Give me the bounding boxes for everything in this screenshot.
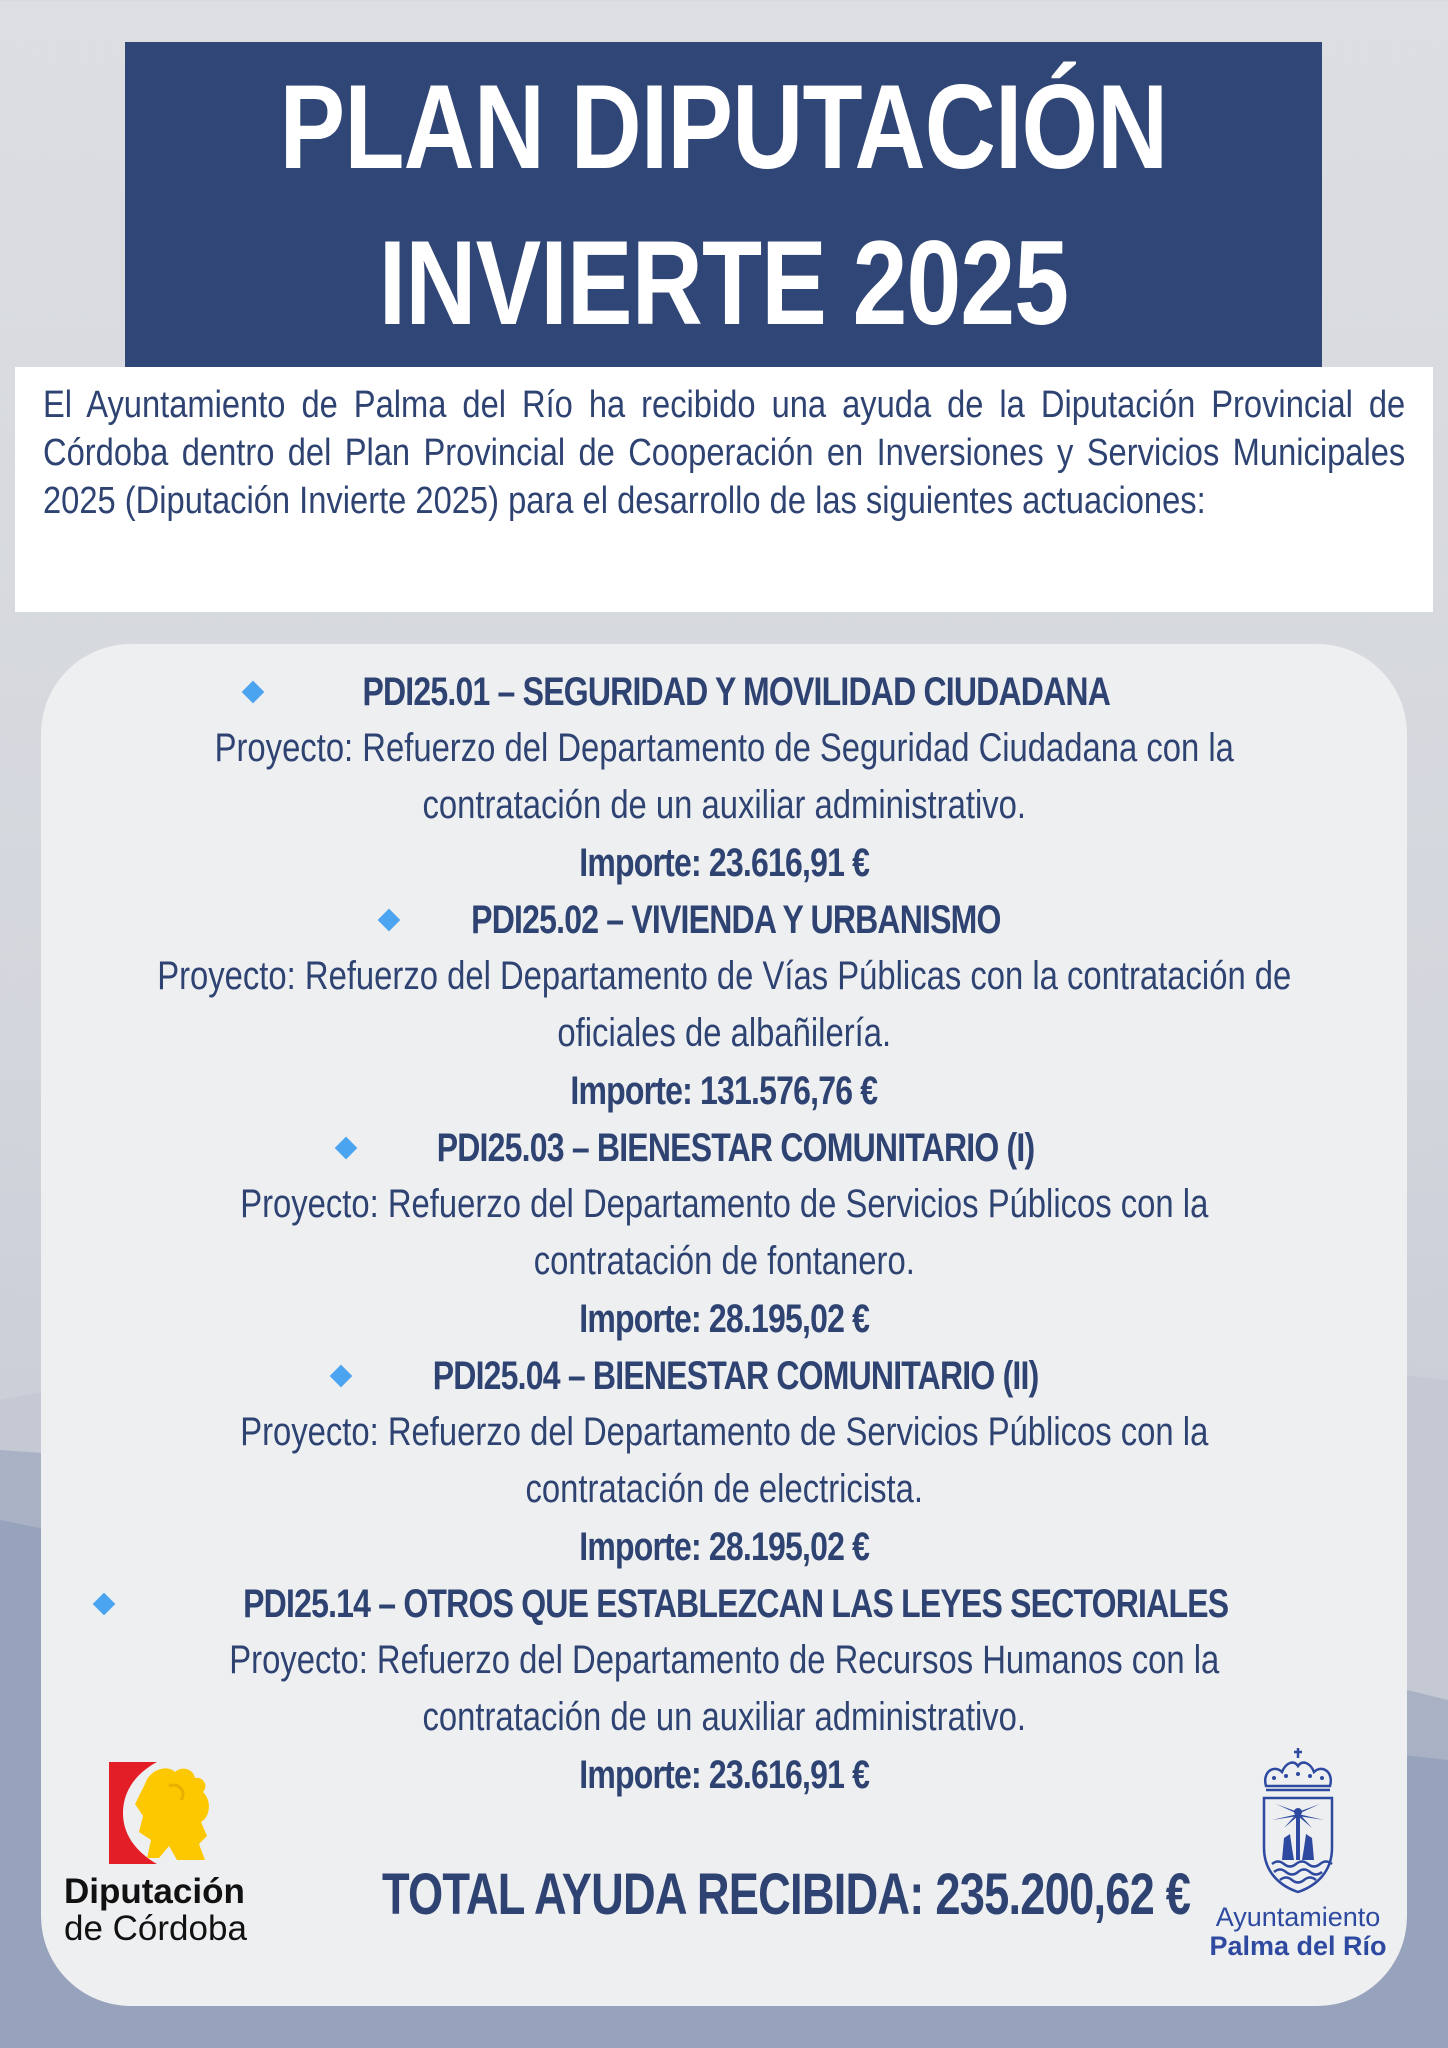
title-line-1: PLAN DIPUTACIÓN: [279, 60, 1168, 194]
list-item: [41, 1348, 1407, 1576]
item-heading: [41, 1348, 1407, 1404]
item-title: PDI25.02 – VIVIENDA Y URBANISMO: [471, 898, 1001, 942]
item-desc-line: Proyecto: Refuerzo del Departamento de Seguridad Ciudadana con la: [214, 726, 1234, 770]
item-desc-line: Proyecto: Refuerzo del Departamento de Servicios Públicos con la: [239, 1410, 1209, 1454]
list-item: [41, 664, 1407, 892]
item-title: PDI25.01 – SEGURIDAD Y MOVILIDAD CIUDADANA: [362, 670, 1110, 714]
diamond-bullet-icon: [378, 909, 401, 932]
item-amount: [41, 1062, 1407, 1120]
page-title: [125, 42, 1322, 368]
amount-text: Importe: 28.195,02 €: [579, 1525, 869, 1569]
item-description: [41, 1404, 1407, 1518]
item-title: PDI25.04 – BIENESTAR COMUNITARIO (II): [433, 1354, 1039, 1398]
ayuntamiento-name: Ayuntamiento: [1215, 1902, 1381, 1932]
total-amount: [268, 1860, 1191, 1930]
item-description: [41, 1176, 1407, 1290]
title-line-2: INVIERTE 2025: [378, 216, 1069, 350]
item-heading: [41, 664, 1407, 720]
amount-text: Importe: 131.576,76 €: [570, 1069, 878, 1113]
ayuntamiento-palma-logo: [1208, 1748, 1387, 1968]
total-text: TOTAL AYUDA RECIBIDA: 235.200,62 €: [381, 1862, 1191, 1927]
item-heading: [41, 892, 1407, 948]
item-amount: [41, 1518, 1407, 1576]
item-title: PDI25.03 – BIENESTAR COMUNITARIO (I): [437, 1126, 1035, 1170]
amount-text: Importe: 23.616,91 €: [579, 841, 869, 885]
item-desc-line: contratación de un auxiliar administrativo.: [422, 783, 1026, 827]
palma-del-rio-coat-of-arms-icon: [1258, 1748, 1338, 1896]
item-desc-line: contratación de fontanero.: [533, 1239, 915, 1283]
diamond-bullet-icon: [330, 1365, 353, 1388]
diputacion-cordoba-logo: [64, 1762, 274, 1962]
intro-panel: [15, 367, 1433, 612]
diamond-bullet-icon: [335, 1137, 358, 1160]
actions-list: [41, 664, 1407, 1804]
item-description: [41, 1632, 1407, 1746]
item-amount: [41, 834, 1407, 892]
item-desc-line: contratación de electricista.: [525, 1467, 923, 1511]
item-desc-line: contratación de un auxiliar administrativo.: [422, 1695, 1026, 1739]
item-amount: [41, 1290, 1407, 1348]
amount-text: Importe: 23.616,91 €: [579, 1753, 869, 1797]
item-description: [41, 948, 1407, 1062]
amount-text: Importe: 28.195,02 €: [579, 1297, 869, 1341]
item-description: [41, 720, 1407, 834]
diputacion-subname: de Córdoba: [64, 1909, 247, 1948]
item-title: PDI25.14 – OTROS QUE ESTABLEZCAN LAS LEYES SECTORIALES: [243, 1582, 1229, 1626]
diamond-bullet-icon: [93, 1593, 116, 1616]
diputacion-name: Diputación: [64, 1872, 245, 1911]
intro-text: El Ayuntamiento de Palma del Río ha recibido una ayuda de la Diputación Provincial de Córdoba dentro del Plan Provincial de Cooperación en Inversiones y Servicios Municipales 2025 (Diputación Invierte 2025) para el desarrollo de las siguientes actuaciones:: [43, 384, 1406, 522]
list-item: [41, 1120, 1407, 1348]
item-heading: [41, 1120, 1407, 1176]
item-desc-line: oficiales de albañilería.: [557, 1011, 891, 1055]
item-desc-line: Proyecto: Refuerzo del Departamento de Recursos Humanos con la: [229, 1638, 1219, 1682]
item-desc-line: Proyecto: Refuerzo del Departamento de Vías Públicas con la contratación de: [156, 954, 1292, 998]
list-item: [41, 892, 1407, 1120]
item-heading: [41, 1576, 1407, 1632]
item-desc-line: Proyecto: Refuerzo del Departamento de Servicios Públicos con la: [239, 1182, 1209, 1226]
diamond-bullet-icon: [241, 681, 264, 704]
diputacion-lion-emblem-icon: [109, 1762, 219, 1864]
ayuntamiento-subname: Palma del Río: [1209, 1931, 1387, 1961]
